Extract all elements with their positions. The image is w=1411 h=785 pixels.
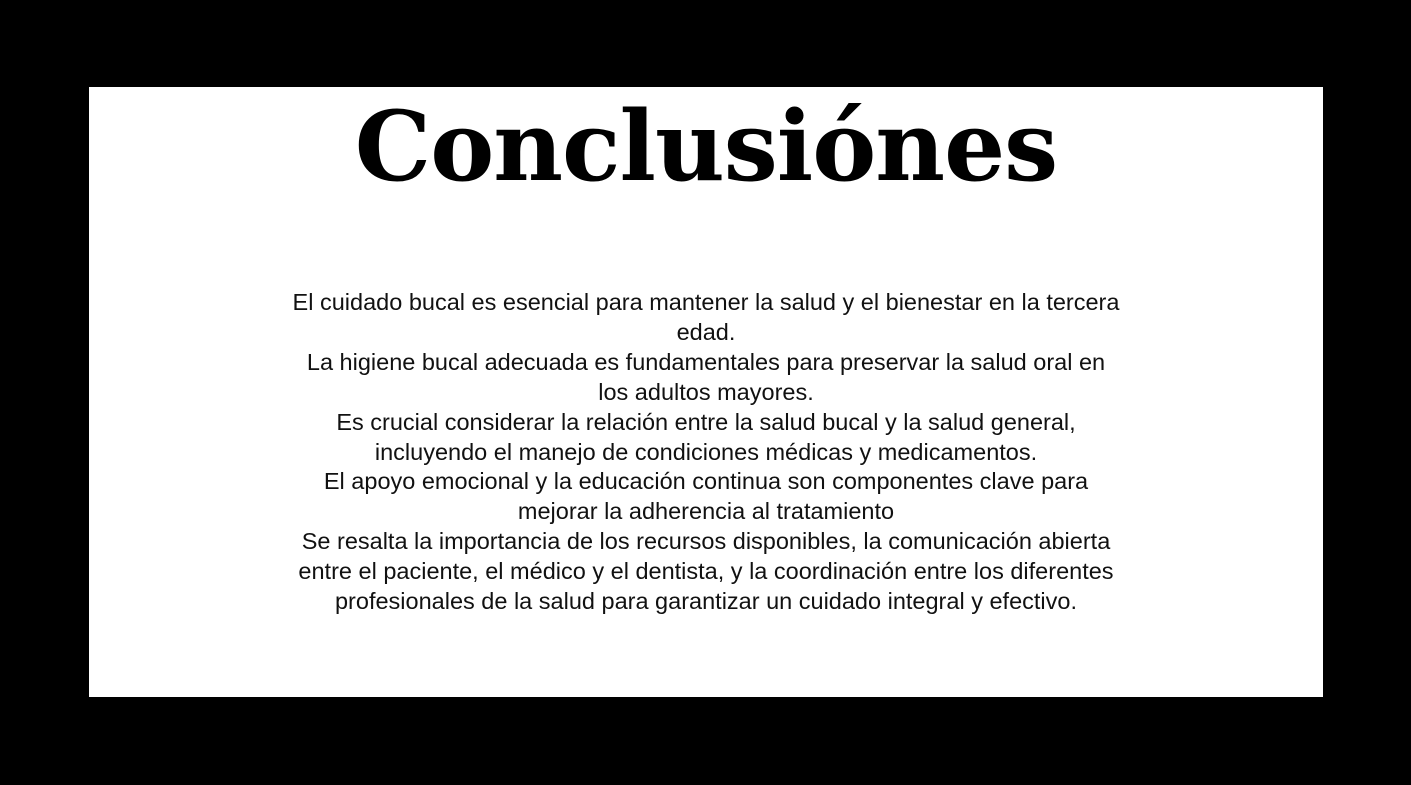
conclusion-paragraph: El apoyo emocional y la educación continua son componentes clave para mejorar la adherencia al tratamiento [323,468,1089,525]
slide-title: Conclusiónes [354,90,1058,203]
conclusion-paragraph: Es crucial considerar la relación entre la salud bucal y la salud general, incluyendo el manejo de condiciones médicas y medicamentos. [336,408,1076,465]
conclusions-text [289,288,1123,617]
slide-panel [89,87,1323,697]
conclusion-paragraph: El cuidado bucal es esencial para mantener la salud y el bienestar en la tercera edad. [292,289,1120,345]
conclusion-paragraph: La higiene bucal adecuada es fundamentales para preservar la salud oral en los adultos mayores. [306,348,1106,405]
conclusion-paragraph: Se resalta la importancia de los recursos disponibles, la comunicación abierta entre el paciente, el médico y el dentista, y la coordinación entre los diferentes profesionales de la salud para garantizar un cuidado integral y efectivo. [298,528,1114,615]
